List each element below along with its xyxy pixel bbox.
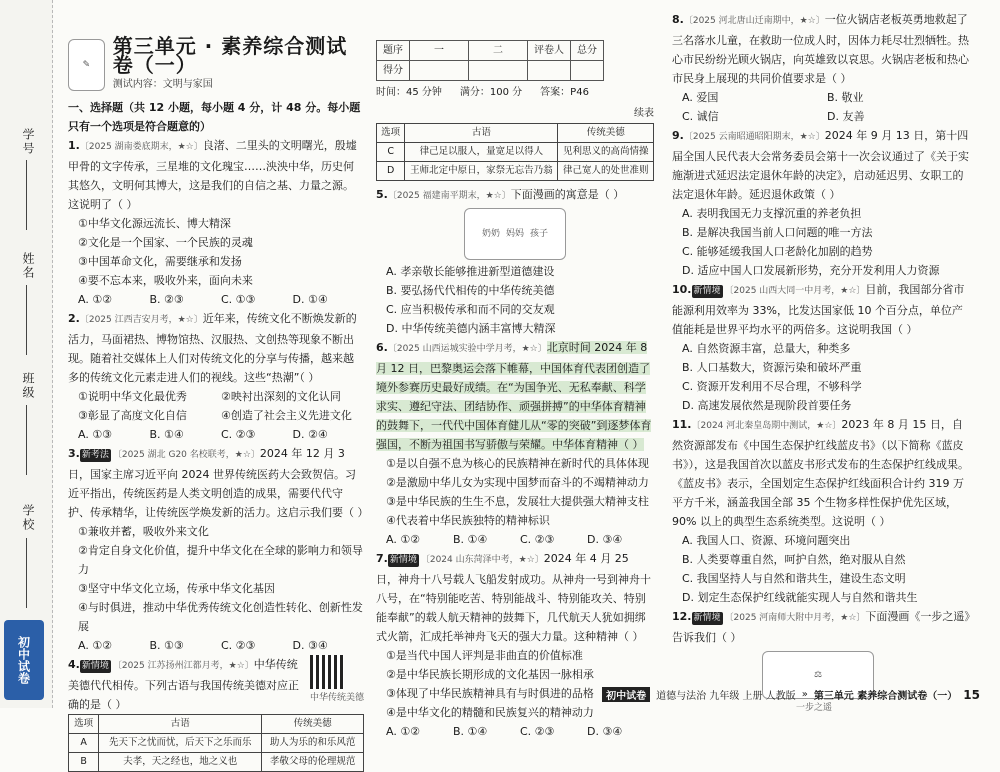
statement: ①兼收并蓄，吸收外来文化 [78,525,209,538]
choice-c[interactable]: C. 能够延缓我国人口老龄化加剧的趋势 [682,245,873,258]
cartoon-family [464,208,566,260]
question-8 [672,10,972,126]
choice-c[interactable]: C. ①③ [221,293,256,306]
choice-c[interactable]: C. 我国坚持人与自然和谐共生，建设生态文明 [682,572,906,585]
statement: ③中国革命文化，需要继承和发扬 [78,255,242,268]
score-table [376,40,604,81]
statement: ③彰显了高度文化自信 [78,409,187,422]
choice-a[interactable]: A. ①② [386,533,421,546]
q-source: 〔2025 山西大同一中月考，★☆〕 [724,286,866,296]
choice-a[interactable]: A. 表明我国无力支撑沉重的养老负担 [682,207,862,220]
choice-c[interactable]: C. 诚信 [682,110,719,123]
q-stem: 下面漫画《一步之遥》告诉我们（ ） [672,610,970,644]
q-stem: 2024 年 12 月 3 日，国家主席习近平向 2024 世界传统医药大会致贺信。习近平指出，传统医药是人类文明创造的成果，需要代代守护、传承精华，让传统医学焕发新的活力。这启示我们要（ ） [68,447,369,519]
test-content: 测试内容：文明与家国 [112,78,213,90]
continued-label: 续表 [634,108,654,119]
new-context-badge: 新情境 [389,555,417,565]
answer-choices [68,425,364,444]
answer-choices [672,88,972,107]
q-source: 〔2025 山西运城实验中学月考，★☆〕 [387,344,547,354]
choice-b[interactable]: B. ①④ [453,533,488,546]
qr-code-icon[interactable] [310,655,344,689]
choice-c[interactable]: C. ②③ [520,725,555,738]
answer-choices [376,722,654,741]
footer-unit: 第三单元 素养综合测试卷（一） [813,691,958,702]
choice-a[interactable]: A. ①② [78,639,113,652]
table-header: 古语 [405,124,558,143]
q-num: 6. [376,341,388,354]
table-cell: A [69,734,99,753]
choice-c[interactable]: C. ②③ [221,639,256,652]
page-number: 15 [963,687,980,702]
q-source: 〔2025 河北唐山迁南期中，★☆〕 [683,16,825,26]
q-stem: 2023 年 8 月 15 日，自然资源部发布《中国生态保护红线蓝皮书》（以下简称《蓝皮书》），这是我国首次以蓝皮书形式发布的生态保护红线成果。《蓝皮书》表示，全国划定生态保护红线面积合计约 319 万平方千米，涵盖我国全部 35 个生物多样性保护优先区域，90% 以上的典型生态系统类型。这说明（ ） [672,418,969,528]
q4-table-continued [376,123,654,181]
fill-line [26,160,27,230]
statement: ①中华文化源远流长、博大精深 [78,217,231,230]
answer-choices [68,290,364,309]
choice-b[interactable]: B. 人类要尊重自然，呵护自然，绝对服从自然 [682,553,906,566]
section-heading: 一、选择题（共 12 小题，每小题 4 分，计 48 分。每小题只有一个选项是符合题意的） [68,101,361,133]
statement: ③坚守中华文化立场，传承中华文化基因 [78,582,275,595]
label-class: 班级 [21,372,35,400]
score-cell: 总分 [571,41,604,61]
choice-d[interactable]: D. ③④ [587,533,623,546]
choice-d[interactable]: D. ②④ [292,428,328,441]
cartoon-label: 孩子 [530,228,549,239]
q-source: 〔2024 河北秦皇岛期中测试，★☆〕 [691,421,842,431]
q-num: 11. [672,418,692,431]
label-student-id: 学号 [21,128,35,156]
q-num: 7. [376,552,388,565]
footer-course: 道德与法治 九年级 上册 人教版 [656,691,796,702]
statement: ③是中华民族的生生不息，发展壮大提供强大精神支柱 [386,495,649,508]
question-7 [376,549,654,741]
cartoon-label: 妈妈 [505,228,524,239]
q4-table [68,714,364,772]
q-source: 〔2025 江西吉安月考，★☆〕 [79,315,203,325]
table-header: 选项 [69,715,99,734]
q-stem: 中华传统美德代代相传。下列古语与我国传统美德对应正确的是（ ） [68,658,299,711]
new-context-badge: 新情境 [693,286,721,296]
choice-a[interactable]: A. ①② [386,725,421,738]
choice-d[interactable]: D. 划定生态保护红线就能实现人与自然和谐共生 [682,591,918,604]
page-title: 第三单元 · 素养综合测试卷（一） [112,33,348,77]
page-footer [602,687,980,702]
q-num: 12. [672,610,692,623]
choice-c[interactable]: C. ②③ [520,533,555,546]
score-cell: 一 [410,41,469,61]
fill-line [26,405,27,475]
table-cell: 孝敬父母的伦理规范 [262,753,364,772]
time-limit: 时间：45 分钟 [376,87,442,98]
choice-d[interactable]: D. ③④ [587,725,623,738]
q-num: 3. [68,447,80,460]
score-cell: 题序 [377,41,410,61]
fill-line [26,538,27,608]
q-stem: 近年来，传统文化不断焕发新的活力，马面裙热、博物馆热、汉服热、文创热等现象不断出现。随着社交媒体上人们对传统文化的分享与传播，越来越多的传统文化元素走进人们的视线。这些“热潮”（ ） [68,312,357,384]
table-header: 选项 [377,124,405,143]
statements-row [68,387,364,406]
fill-line [26,285,27,355]
table-cell: C [377,143,405,162]
choice-b[interactable]: B. 敬业 [827,91,864,104]
q-stem: 2024 年 9 月 13 日，第十四届全国人民代表大会常务委员会第十一次会议通过了《关于实施渐进式延迟法定退休年龄的决定》，启动延迟男、女职工的法定退休年龄。延迟退休政策（ ） [672,129,969,201]
question-1 [68,136,364,309]
choice-b[interactable]: B. 要弘扬代代相传的中华传统美德 [386,284,555,297]
answer-choices [68,636,364,655]
statement: ②肯定自身文化价值，提升中华文化在全球的影响力和领导力 [78,544,363,576]
q-source: 〔2025 云南昭通昭阳期末，★☆〕 [683,132,825,142]
q-num: 2. [68,312,80,325]
question-4 [68,655,364,772]
question-11 [672,415,972,607]
qr-label: 中华传统美德 [309,693,364,703]
q-stem: 目前，我国部分省市能源利用效率为 33%，比发达国家低 10 个百分点，单位产值能耗是世界平均水平的两倍多。这说明我国（ ） [672,283,965,336]
table-cell: 夫孝，天之经也，地之义也 [99,753,262,772]
statement: ①说明中华文化最优秀 [78,390,187,403]
choice-d[interactable]: D. 高速发展依然是现阶段首要任务 [682,399,852,412]
table-cell: 律己宽人的处世准则 [558,162,654,181]
q-num: 4. [68,658,80,671]
score-cell: 二 [469,41,528,61]
table-cell: B [69,753,99,772]
table-header: 传统美德 [558,124,654,143]
choice-d[interactable]: D. ①④ [292,293,328,306]
statement: ②是激励中华儿女为实现中国梦而奋斗的不竭精神动力 [386,476,649,489]
question-5 [376,185,654,338]
q-num: 9. [672,129,684,142]
table-cell: 王师北定中原日，家祭无忘告乃翁 [405,162,558,181]
statement: ④代表着中华民族独特的精神标识 [386,514,550,527]
choice-c[interactable]: C. 资源开发利用不尽合理，不够科学 [682,380,862,393]
new-method-badge: 新考法 [81,450,109,460]
table-cell: 先天下之忧而忧，后天下之乐而乐 [99,734,262,753]
student-illustration: ✎ [68,39,105,91]
statement: ②是中华民族长期形成的文化基因一脉相承 [386,668,594,681]
choice-d[interactable]: D. 中华传统美德内涵丰富博大精深 [386,322,556,335]
q-stem: 良渚、二里头的文明曙光，殷墟甲骨的文字传承，三星堆的文化瑰宝……泱泱中华，历史何其悠久，文明何其博大，这是我们的自信之基、力量之源。这说明了（ ） [68,139,357,211]
q-source: 〔2025 湖北 G20 名校联考，★☆〕 [112,450,260,460]
q-num: 8. [672,13,684,26]
q-source: 〔2025 河南师大附中月考，★☆〕 [724,613,866,623]
table-row [69,734,364,753]
column-left [68,0,369,772]
choice-c[interactable]: C. 应当积极传承和而不同的交友观 [386,303,555,316]
table-header: 古语 [99,715,262,734]
statement: ③体现了中华民族精神具有与时俱进的品格 [386,687,594,700]
chevron-right-icon: » [801,689,808,700]
q-source: 〔2025 江苏扬州江都月考，★☆〕 [112,661,254,671]
table-cell: 助人为乐的和乐风范 [262,734,364,753]
column-middle [376,0,654,741]
table-row [377,143,654,162]
question-10 [672,280,972,415]
statement: ④与时俱进，推动中华优秀传统文化创造性转化、创新性发展 [78,601,363,633]
table-cell: D [377,162,405,181]
table-header: 传统美德 [262,715,364,734]
cartoon-one-step: ⚖ [762,651,874,699]
choice-b[interactable]: B. 人口基数大，资源污染和破坏严重 [682,361,862,374]
statement: ④创造了社会主义先进文化 [221,409,352,422]
q-stem: 下面漫画的寓意是（ ） [510,188,625,201]
footer-brand: 初中试卷 [602,687,650,702]
q-source: 〔2024 山东菏泽中考，★☆〕 [420,555,544,565]
table-cell: 见利思义的高尚情操 [558,143,654,162]
score-cell: 评卷人 [528,41,571,61]
choice-d[interactable]: D. 友善 [827,110,865,123]
table-row [69,753,364,772]
q-num: 5. [376,188,388,201]
q-stem: 一位火锅店老板英勇地救起了三名落水儿童，在救助一位成人时，因体力耗尽壮烈牺牲。热心市民纷纷光顾火锅店，向英雄致以哀思。火锅店老板和热心市民身上展现的共同价值要求是（ ） [672,13,969,85]
full-score: 满分：100 分 [459,87,523,98]
answer-page: 答案：P46 [540,87,589,98]
choice-a[interactable]: A. ①③ [78,428,113,441]
choice-a[interactable]: A. 自然资源丰富，总量大，种类多 [682,342,851,355]
question-3 [68,444,369,655]
new-context-badge: 新情境 [693,613,721,623]
q-source: 〔2025 福建南平期末，★☆〕 [387,191,511,201]
q-stem: 北京时间 2024 年 8 月 12 日，巴黎奥运会落下帷幕，中国体育代表团创造了境外参赛历史最好成绩。在“为国争光、无私奉献、科学求实、遵纪守法、团结协作、顽强拼搏”的中华体育精神的鼓舞下，一代代中国体育健儿从“零的突破”到逐梦体育强国，不断为祖国书写骄傲与荣耀。中华体育精神（ ） [376,341,652,451]
choice-b[interactable]: B. ①④ [453,725,488,738]
statements-row [68,406,364,425]
choice-b[interactable]: B. 是解决我国当前人口问题的唯一方法 [682,226,873,239]
statement: ①是当代中国人评判是非曲直的价值标准 [386,649,583,662]
label-school: 学校 [21,504,35,532]
choice-a[interactable]: A. 我国人口、资源、环境问题突出 [682,534,851,547]
choice-a[interactable]: A. 孝亲敬长能够推进新型道德建设 [386,265,555,278]
q-stem: 2024 年 4 月 25 日，神舟十八号载人飞船发射成功。从神舟一号到神舟十八号，在“特别能吃苦、特别能战斗、特别能攻关、特别能奉献”的载人航天精神的鼓舞下，几代航天人犹如拥绑式火箭，汇成托举神舟飞天的强大力量。这种精神（ ） [376,552,651,643]
column-right [672,0,972,718]
new-context-badge: 新情境 [81,661,109,671]
cartoon-label: 奶奶 [481,228,500,239]
table-cell: 律己足以服人，量宽足以得人 [405,143,558,162]
answer-choices [672,107,972,126]
q-num: 10. [672,283,692,296]
choice-b[interactable]: B. ②③ [149,293,184,306]
question-2 [68,309,364,444]
q-source: 〔2025 湖南娄底期末，★☆〕 [79,142,203,152]
question-6 [376,338,654,549]
choice-d[interactable]: D. 适应中国人口发展新形势，充分开发利用人力资源 [682,264,940,277]
statement: ④要不忘本来，吸收外来，面向未来 [78,274,253,287]
choice-c[interactable]: C. ②③ [221,428,256,441]
label-name: 姓名 [21,252,35,280]
q-num: 1. [68,139,80,152]
choice-a[interactable]: A. ①② [78,293,113,306]
statement: ②文化是一个国家、一个民族的灵魂 [78,236,253,249]
exam-info [376,83,654,102]
cartoon-caption: 一步之遥 [796,703,833,713]
binding-margin [0,0,53,708]
choice-b[interactable]: B. ①④ [149,428,184,441]
choice-d[interactable]: D. ③④ [292,639,328,652]
choice-b[interactable]: B. ①③ [149,639,184,652]
question-9 [672,126,972,280]
statement: ①是以自强不息为核心的民族精神在新时代的具体体现 [386,457,649,470]
table-row [377,162,654,181]
choice-a[interactable]: A. 爱国 [682,91,719,104]
score-cell: 得分 [377,61,410,81]
answer-choices [376,530,654,549]
statement: ④是中华文化的精髓和民族复兴的精神动力 [386,706,594,719]
brand-logo: 初中试卷 [4,620,44,700]
statement: ②映衬出深刻的文化认同 [221,390,341,403]
